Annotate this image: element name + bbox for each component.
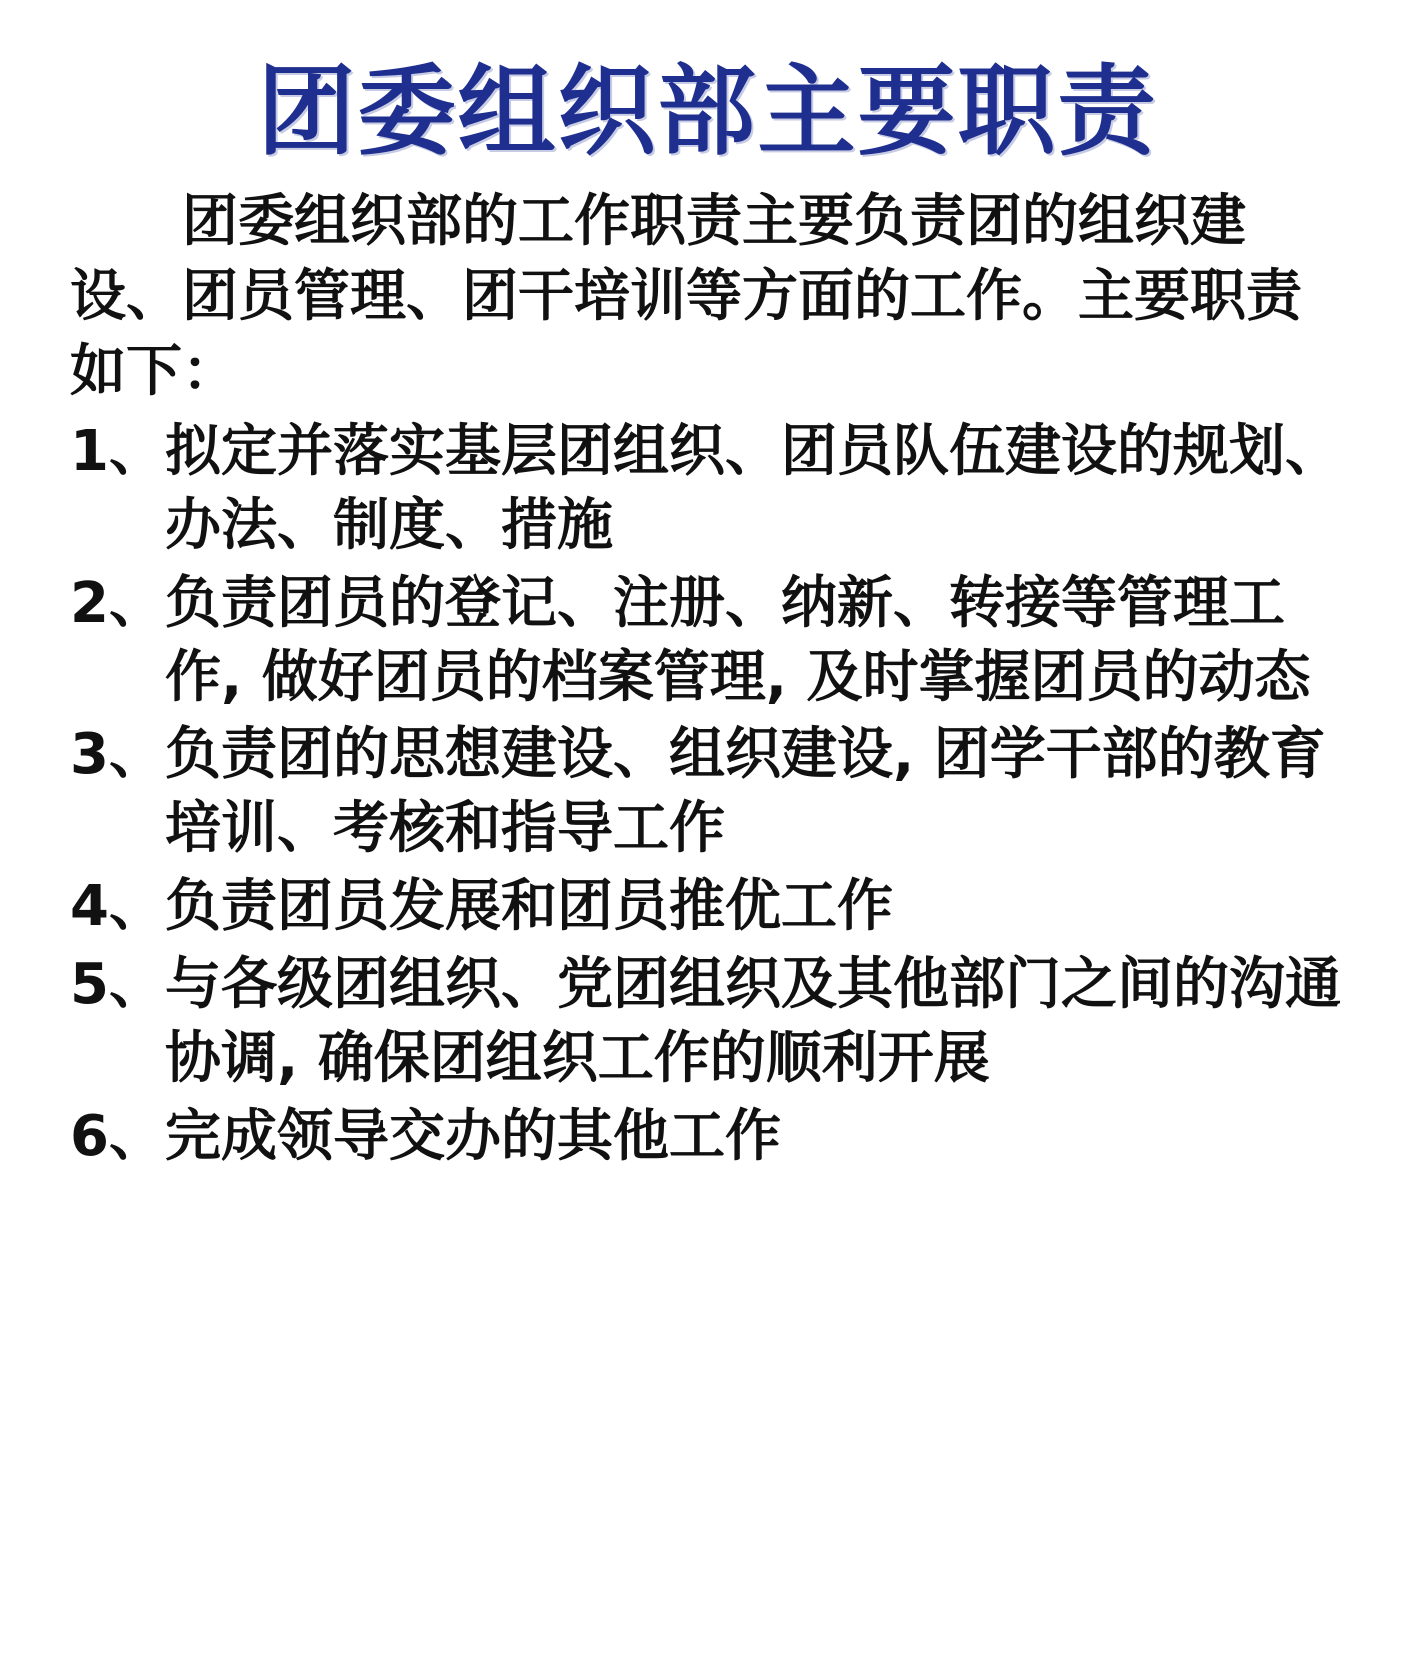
list-item bbox=[60, 1100, 1355, 1174]
list-item bbox=[60, 948, 1355, 1096]
list-item bbox=[60, 870, 1355, 944]
list-item-number: 5、 bbox=[70, 952, 165, 1018]
list-item-text: 与各级团组织、党团组织及其他部门之间的沟通协调, 确保团组织工作的顺利开展 bbox=[164, 952, 1341, 1092]
page-title: 团委组织部主要职责 bbox=[257, 55, 1158, 169]
list-item-text: 负责团员发展和团员推优工作 bbox=[164, 874, 893, 940]
list-item-number: 1、 bbox=[70, 418, 165, 484]
list-item-number: 3、 bbox=[70, 722, 165, 788]
list-item-number: 2、 bbox=[70, 570, 165, 636]
list-item bbox=[60, 415, 1355, 563]
list-item-number: 4、 bbox=[70, 874, 165, 940]
list-item bbox=[60, 567, 1355, 715]
intro-paragraph: 团委组织部的工作职责主要负责团的组织建设、团员管理、团干培训等方面的工作。主要职责如下： bbox=[70, 188, 1302, 404]
responsibility-list bbox=[60, 415, 1355, 1174]
list-item-text: 完成领导交办的其他工作 bbox=[164, 1104, 781, 1169]
list-item-text: 负责团员的登记、注册、纳新、转接等管理工作, 做好团员的档案管理, 及时掌握团员的动态 bbox=[164, 570, 1311, 710]
list-item-text: 负责团的思想建设、组织建设, 团学干部的教育培训、考核和指导工作 bbox=[164, 722, 1326, 862]
list-item-number: 6、 bbox=[70, 1104, 165, 1169]
list-item bbox=[60, 718, 1355, 866]
list-item-text: 拟定并落实基层团组织、团员队伍建设的规划、办法、制度、措施 bbox=[164, 418, 1341, 558]
